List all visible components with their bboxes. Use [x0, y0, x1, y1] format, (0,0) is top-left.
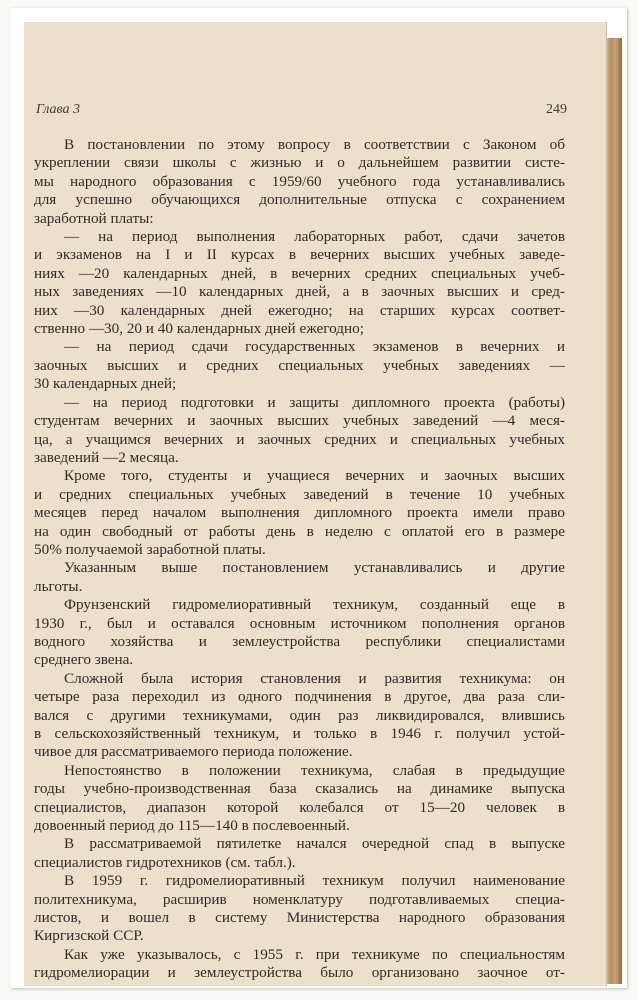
text-line: годы учебно-производственная база сказались на динамике выпуска: [34, 780, 565, 798]
chapter-heading: Глава 3: [36, 102, 80, 117]
text-line: специалистов гидротехников (см. табл.).: [34, 853, 296, 871]
text-line: ца, а учащимся вечерних и заочных средних и специальных учебных: [34, 430, 565, 448]
text-line: среднего звена.: [34, 651, 134, 669]
text-line: месяцев перед началом выполнения дипломного проекта имели право: [34, 504, 565, 522]
text-line: них —30 календарных дней ежегодно; на старших курсах соответ-: [34, 301, 565, 319]
page-edge-stack: [606, 38, 622, 984]
text-line: Указанным выше постановлением устанавливались и другие: [64, 559, 565, 577]
text-line: водного хозяйства и землеустройства республики специалистами: [34, 632, 565, 650]
text-line: политехникума, расширив номенклатуру подготавливаемых специа-: [34, 890, 565, 908]
body-text: [34, 136, 565, 983]
text-line: Кроме того, студенты и учащиеся вечерних и заочных высших: [64, 467, 565, 485]
text-line: мы народного образования с 1959/60 учебного года устанавливались: [34, 172, 565, 190]
text-line: В постановлении по этому вопросу в соответствии с Законом об: [64, 136, 565, 153]
text-line: листов, и вошел в систему Министерства народного образования: [34, 909, 565, 927]
text-line: и средних специальных учебных заведений в течение 10 учебных: [34, 485, 565, 503]
text-line: заочных высших и средних специальных учебных заведениях —: [34, 356, 565, 374]
text-line: — на период выполнения лабораторных работ, сдачи зачетов: [64, 228, 565, 246]
text-line: Киргизской ССР.: [34, 927, 144, 945]
text-line: В 1959 г. гидромелиоративный техникум получил наименование: [64, 872, 565, 890]
text-line: укреплении связи школы с жизнью и о дальнейшем развитии систе-: [34, 154, 565, 172]
text-line: четыре раза переходил из одного подчинения в другое, два раза сли-: [34, 688, 565, 706]
text-line: специалистов, диапазон которой колебался от 15—20 человек в: [34, 798, 565, 816]
text-line: заработной платы:: [34, 209, 154, 227]
text-line: 50% получаемой заработной платы.: [34, 540, 266, 558]
page-number: 249: [546, 102, 567, 117]
text-line: ниях —20 календарных дней, в вечерних средних специальных учеб-: [34, 264, 565, 282]
text-line: чивое для рассматриваемого периода положение.: [34, 743, 353, 761]
text-line: ных заведениях —10 календарных дней, а в заочных высших и сред-: [34, 283, 565, 301]
text-line: для успешно обучающихся дополнительные отпуска с сохранением: [34, 191, 565, 209]
text-line: Непостоянство в положении техникума, слабая в предыдущие: [64, 761, 565, 779]
text-line: Как уже указывалось, с 1955 г. при техникуме по специальностям: [64, 945, 565, 963]
text-line: на один свободный от работы день в неделю с оплатой его в размере: [34, 522, 565, 540]
text-line: гидромелиорации и землеустройства было организовано заочное от-: [34, 964, 565, 982]
running-header: [36, 102, 567, 120]
text-line: и экзаменов на I и II курсах в вечерних высших учебных заведе-: [34, 246, 565, 264]
text-line: 1930 г., был и оставался основным источником пополнения органов: [34, 614, 565, 632]
text-line: 30 календарных дней;: [34, 375, 177, 393]
text-line: заведений —2 месяца.: [34, 448, 179, 466]
text-line: — на период подготовки и защиты дипломного проекта (работы): [64, 393, 565, 411]
text-line: Фрунзенский гидромелиоративный техникум, созданный еще в: [64, 596, 565, 614]
text-line: — на период сдачи государственных экзаменов в вечерних и: [64, 338, 565, 356]
text-line: вался с другими техникумами, один раз ликвидировался, влившись: [34, 706, 565, 724]
text-line: студентам вечерних и заочных высших учебных заведений —4 меся-: [34, 412, 565, 430]
text-line: довоенный период до 115—140 в послевоенный.: [34, 817, 350, 835]
text-line: льготы.: [34, 577, 83, 595]
text-line: Сложной была история становления и развития техникума: он: [64, 669, 565, 687]
text-line: ственно —30, 20 и 40 календарных дней ежегодно;: [34, 320, 364, 338]
text-line: В рассматриваемой пятилетке начался очередной спад в выпуске: [64, 835, 565, 853]
text-line: в сельскохозяйственный техникум, и только в 1946 г. получил устой-: [34, 725, 565, 742]
page-frame: [10, 8, 627, 988]
